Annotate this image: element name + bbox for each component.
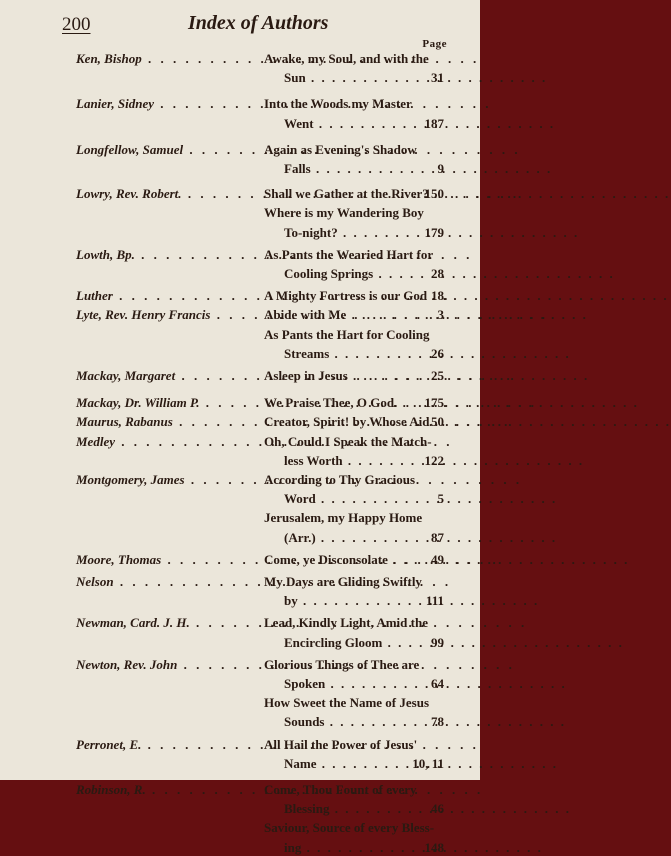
hymn-page-number: 148: [424, 839, 444, 855]
hymn-title-line: Cooling Springs . . .: [284, 266, 414, 282]
author-name: Mackay, Margaret . . .: [76, 368, 256, 384]
hymn-title-line: Sun . . .: [284, 70, 414, 86]
hymn-page-number: 49: [431, 551, 444, 567]
author-name: Lyte, Rev. Henry Francis . . .: [76, 307, 256, 323]
hymn-page-number: 9: [437, 161, 444, 176]
hymn-title-line: less Worth . . .: [284, 453, 414, 469]
hymn-title-line: As Pants the Hart for Cooling: [264, 326, 430, 342]
hymn-title-line: Come, Thou Fount of every: [264, 782, 417, 797]
hymn-title-line: Creator, Spirit! by Whose Aid . . .: [264, 414, 414, 430]
author-name: Luther . . .: [76, 288, 256, 304]
hymn-title-line: According to Thy Gracious: [264, 472, 416, 487]
hymn-title-line: Asleep in Jesus . . .: [264, 368, 414, 384]
hymn-page-number: 3: [437, 307, 444, 323]
hymn-page-number: 187: [424, 115, 444, 131]
hymn-title-line: by . . .: [284, 593, 414, 609]
hymn-page-number: 25: [431, 368, 444, 383]
hymn-title-line: Name . . .: [284, 756, 414, 772]
hymn-title-line: Jerusalem, my Happy Home: [264, 510, 423, 526]
author-name: Lowth, Bp. . . .: [76, 247, 256, 263]
hymn-page-number: 122: [424, 452, 444, 468]
author-name: Newton, Rev. John . . .: [76, 657, 256, 673]
hymn-title-line: Glorious Things of Thee are: [264, 656, 420, 672]
hymn-title-line: Falls . . .: [284, 161, 414, 177]
hymn-title-line: ing . . .: [284, 840, 414, 856]
hymn-title-line: Went . . .: [284, 116, 414, 132]
hymn-title-line: All Hail the Power of Jesus': [264, 736, 418, 752]
hymn-title-line: Spoken . . .: [284, 676, 414, 692]
hymn-page-number: 26: [431, 345, 444, 361]
hymn-page-number: 28: [431, 266, 444, 281]
hymn-page-number: 46: [431, 801, 444, 817]
hymn-page-number: 78: [431, 714, 444, 730]
hymn-title-line: Come, ye Disconsolate . . .: [264, 552, 414, 568]
author-name: Moore, Thomas . . .: [76, 552, 256, 568]
running-title: Index of Authors: [188, 12, 329, 34]
hymn-title-line: We Praise Thee, O God. . . .: [264, 395, 414, 411]
hymn-title-line: Oh, Could I Speak the Match-: [264, 433, 432, 449]
author-name: Perronet, E. . . .: [76, 737, 256, 753]
author-name: Maurus, Rabanus . . .: [76, 414, 256, 430]
hymn-title-line: Saviour, Source of every Bless-: [264, 820, 435, 836]
hymn-page-number: 179: [424, 224, 444, 240]
hymn-title-line: Word . . .: [284, 491, 414, 507]
author-name: Mackay, Dr. William P. . . .: [76, 395, 256, 411]
hymn-title-line: As Pants the Wearied Hart for: [264, 246, 434, 262]
hymn-page-number: 5: [437, 491, 444, 507]
page-column-label: Page: [422, 38, 447, 50]
hymn-title-line: Again as Evening's Shadow: [264, 141, 417, 157]
author-name: Ken, Bishop . . .: [76, 51, 256, 67]
author-name: Lowry, Rev. Robert. . . .: [76, 186, 256, 202]
author-name: Newman, Card. J. H. . . .: [76, 615, 256, 631]
hymn-page-number: 87: [431, 529, 444, 545]
hymn-title-line: (Arr.) . . .: [284, 530, 414, 546]
author-name: Longfellow, Samuel . . .: [76, 142, 256, 158]
hymn-page-number: 18: [431, 288, 444, 304]
hymn-page-number: 150: [424, 186, 444, 202]
author-name: Robinson, R. . . .: [76, 782, 256, 798]
hymn-title-line: Abide with Me . . .: [264, 307, 414, 323]
page-number: 200: [62, 14, 91, 35]
hymn-title-line: Encircling Gloom . . .: [284, 635, 414, 651]
author-name: Nelson . . .: [76, 574, 256, 590]
hymn-page-number: 175: [424, 395, 444, 411]
hymn-page-number: 111: [425, 593, 444, 609]
author-name: Montgomery, James . . .: [76, 472, 256, 488]
hymn-title-line: How Sweet the Name of Jesus: [264, 695, 430, 711]
hymn-page-number: 64: [431, 676, 444, 691]
hymn-page-number: 50: [431, 414, 444, 430]
hymn-title-line: Into the Woods my Master: [264, 96, 412, 112]
hymn-title-line: Blessing . . .: [284, 801, 414, 817]
hymn-page-number: 99: [431, 634, 444, 650]
hymn-page-number: 31: [431, 70, 444, 86]
author-name: Lanier, Sidney . . .: [76, 96, 256, 112]
hymn-title-line: To-night? . . .: [284, 225, 414, 241]
hymn-title-line: A Mighty Fortress is our God . . .: [264, 288, 414, 304]
hymn-title-line: Sounds . . .: [284, 714, 414, 730]
author-name: Medley . . .: [76, 434, 256, 450]
hymn-title-line: Where is my Wandering Boy: [264, 205, 424, 221]
hymn-title-line: My Days are Gliding Swiftly: [264, 574, 422, 589]
hymn-title-line: Awake, my Soul, and with the: [264, 51, 429, 66]
hymn-page-number: 10, 11: [412, 755, 444, 771]
hymn-title-line: Streams . . .: [284, 346, 414, 362]
hymn-title-line: Lead, Kindly Light, Amid the: [264, 615, 428, 631]
hymn-title-line: Shall we Gather at the River? . . .: [264, 186, 414, 202]
